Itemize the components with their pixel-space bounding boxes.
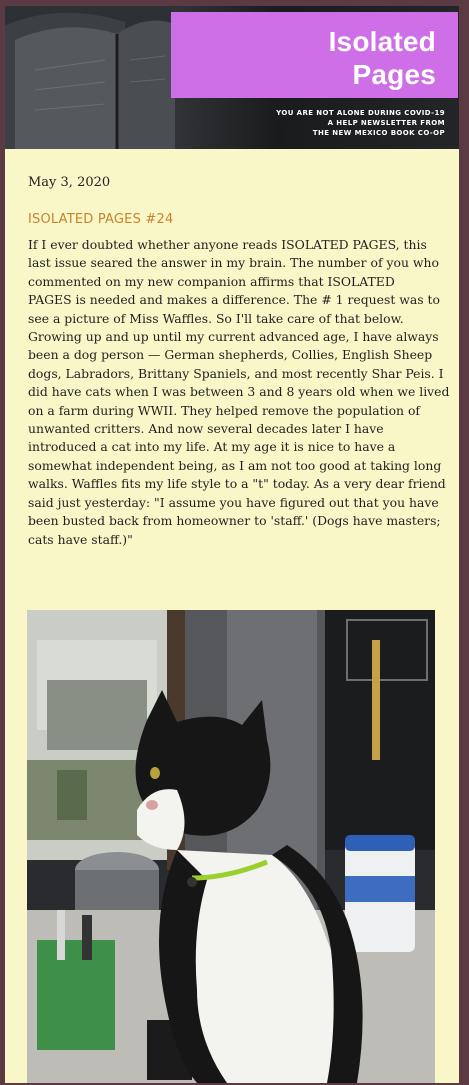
subtitle-line-3: THE NEW MEXICO BOOK CO-OP (312, 129, 445, 137)
header-banner (5, 6, 459, 149)
cat-photo (27, 610, 435, 1083)
body-line: last issue seared the answer in my brain. The number of you who (28, 255, 439, 271)
body-line: see a picture of Miss Waffles. So I'll take care of that below. (28, 310, 404, 326)
body-line: said just yesterday: "I assume you have figured out that you have (28, 494, 439, 510)
body-line: commented on my new companion affirms that ISOLATED (28, 273, 395, 289)
title-line-2: Pages (352, 59, 436, 90)
body-line: If I ever doubted whether anyone reads ISOLATED PAGES, this (28, 237, 427, 252)
body-line: dogs, Labradors, Brittany Spaniels, and most recently Shar Peis. I (28, 365, 444, 381)
body-line: somewhat independent being, as I am not too good at taking long (28, 457, 442, 473)
article-body (28, 236, 450, 549)
body-line: cats have staff.)" (28, 531, 133, 547)
issue-date: May 3, 2020 (28, 175, 111, 190)
body-line: introduced a cat into my life. At my age it is nice to have a (28, 439, 396, 455)
subtitle-line-1: YOU ARE NOT ALONE DURING COVID-19 (276, 109, 445, 117)
body-line: on a farm during WWII. They helped remove the population of (28, 402, 420, 418)
issue-title: ISOLATED PAGES #24 (28, 212, 174, 227)
subtitle-line-2: A HELP NEWSLETTER FROM (327, 119, 445, 127)
body-line: walks. Waffles fits my life style to a "t" today. As a very dear friend (28, 476, 446, 492)
body-line: unwanted critters. And now several decades later I have (28, 421, 384, 437)
body-line: PAGES is needed and makes a difference. The # 1 request was to (28, 292, 440, 308)
title-line-1: Isolated (328, 26, 436, 57)
body-line: been busted back from homeowner to 'staff.' (Dogs have masters; (28, 513, 441, 529)
newsletter-page (5, 6, 459, 1083)
cat-photo-illustration (27, 610, 435, 1083)
book-background-image (5, 6, 175, 149)
body-line: been a dog person — German shepherds, Collies, English Sheep (28, 347, 433, 363)
title-box (171, 12, 458, 98)
body-line: did have cats when I was between 3 and 8 years old when we lived (28, 384, 450, 400)
body-line: Growing up and up until my current advanced age, I have always (28, 329, 439, 345)
